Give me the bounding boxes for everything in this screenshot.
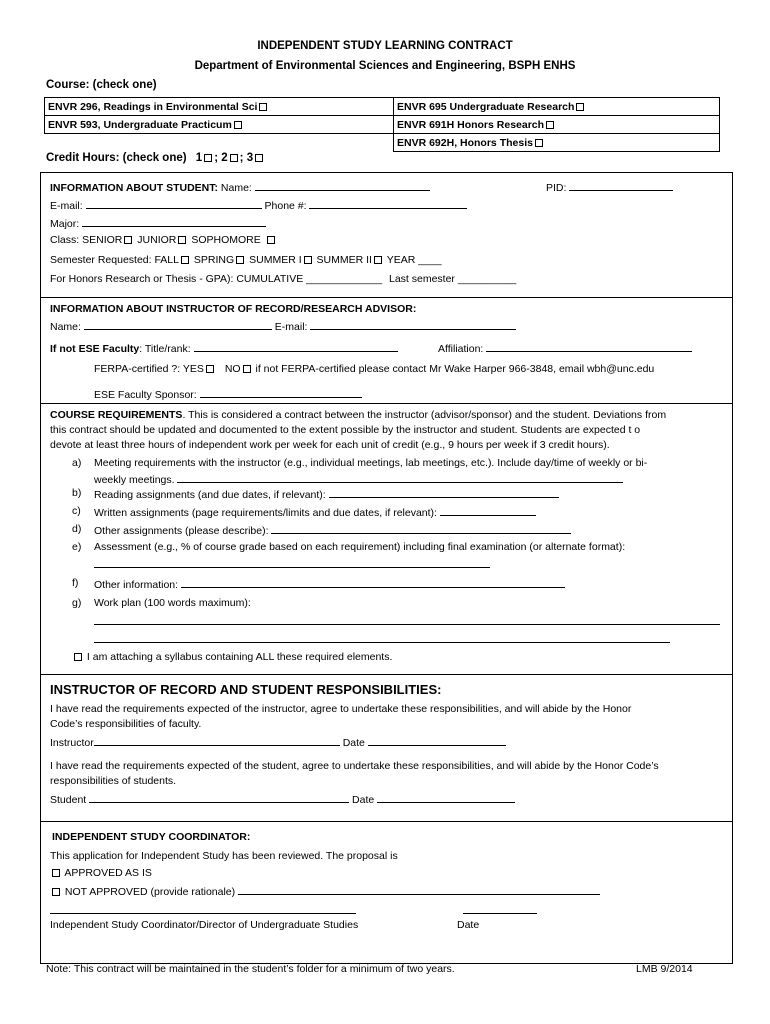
course-envr296-label: ENVR 296, Readings in Environmental Sci <box>48 100 258 113</box>
req-g-text: Work plan (100 words maximum): <box>94 597 251 609</box>
pid-field[interactable] <box>569 180 673 191</box>
class-label: Class: <box>50 234 80 246</box>
syllabus-label: I am attaching a syllabus containing ALL these required elements. <box>86 651 393 663</box>
pid-label: PID: <box>546 182 567 194</box>
ferpa-no-label: NO <box>224 363 241 375</box>
major-row <box>50 216 266 230</box>
form-title: INDEPENDENT STUDY LEARNING CONTRACT <box>257 40 513 52</box>
req-a-field[interactable] <box>177 472 623 483</box>
req-a-text: Meeting requirements with the instructor (e.g., individual meetings, lab meetings, etc.). Include day/time of weekly or bi- <box>94 457 648 469</box>
instructor-email-field[interactable] <box>310 319 516 330</box>
course-envr695-label: ENVR 695 Undergraduate Research <box>397 100 575 113</box>
course-envr691h-label: ENVR 691H Honors Research <box>397 118 545 131</box>
req-e-text: Assessment (e.g., % of course grade based on each requirement) including final examination (or alternate format): <box>94 541 626 553</box>
coordinator-heading: INDEPENDENT STUDY COORDINATOR: <box>52 831 251 843</box>
instructor-section-heading: INFORMATION ABOUT INSTRUCTOR OF RECORD/RESEARCH ADVISOR: <box>50 303 417 315</box>
class-senior-label: SENIOR <box>82 234 123 246</box>
semester-row <box>50 254 442 266</box>
semester-summer2-label: SUMMER II <box>316 254 372 266</box>
student-signature-label: Student <box>50 794 87 806</box>
sponsor-field[interactable] <box>200 387 362 398</box>
not-approved-label: NOT APPROVED (provide rationale) <box>64 886 236 898</box>
credit-sep: ; <box>239 152 244 164</box>
not-ese-label: If not ESE Faculty <box>50 343 140 355</box>
email-field[interactable] <box>86 198 262 209</box>
class-row <box>50 234 277 246</box>
instructor-statement-line1: I have read the requirements expected of the instructor, agree to undertake these responsibilities, and will abide by the Honor <box>50 703 632 715</box>
instructor-signature-label: Instructor <box>50 737 94 749</box>
form-subtitle: Department of Environmental Sciences and Engineering, BSPH ENHS <box>194 60 576 72</box>
course-table <box>44 97 720 152</box>
email-label: E-mail: <box>50 200 83 212</box>
req-f-mark: f) <box>72 577 79 589</box>
semester-spring-checkbox[interactable] <box>236 256 244 264</box>
req-a-mark: a) <box>72 457 82 469</box>
semester-summer2-checkbox[interactable] <box>374 256 382 264</box>
phone-label: Phone #: <box>264 200 307 212</box>
student-section-heading: INFORMATION ABOUT STUDENT: <box>50 182 218 194</box>
course-envr692h-label: ENVR 692H, Honors Thesis <box>397 136 533 149</box>
req-d-mark: d) <box>72 523 82 535</box>
gpa-row <box>50 273 516 285</box>
semester-spring-label: SPRING <box>193 254 235 266</box>
course-envr593-checkbox[interactable] <box>234 121 242 129</box>
sponsor-row <box>94 387 362 401</box>
title-rank-field[interactable] <box>194 341 398 352</box>
instructor-name-label: Name: <box>50 321 81 333</box>
approved-checkbox[interactable] <box>52 869 60 877</box>
req-f-text: Other information: <box>94 579 179 591</box>
syllabus-row <box>72 651 392 663</box>
req-e-mark: e) <box>72 541 82 553</box>
email-phone-row <box>50 198 467 212</box>
credit-1-label: 1 <box>195 152 203 164</box>
affiliation-field[interactable] <box>486 341 692 352</box>
responsibilities-heading: INSTRUCTOR OF RECORD AND STUDENT RESPONSIBILITIES: <box>50 682 442 697</box>
sponsor-label: ESE Faculty Sponsor: <box>94 389 197 401</box>
req-f-row <box>94 577 565 591</box>
divider <box>40 674 733 675</box>
credit-3-checkbox[interactable] <box>255 154 263 162</box>
ferpa-yes-label: FERPA-certified ?: YES <box>94 363 204 375</box>
divider <box>40 403 733 404</box>
footer-code: LMB 9/2014 <box>636 963 693 975</box>
instructor-date-label: Date <box>342 737 365 749</box>
major-label: Major: <box>50 218 80 230</box>
semester-fall-checkbox[interactable] <box>181 256 189 264</box>
syllabus-checkbox[interactable] <box>74 653 82 661</box>
credit-3-label: 3 <box>246 152 254 164</box>
ferpa-note: if not FERPA-certified please contact Mr Wake Harper 966-3848, email wbh@unc.edu <box>255 363 655 375</box>
course-label: Course: (check one) <box>46 79 157 91</box>
req-a-line2 <box>94 472 623 486</box>
requirements-heading: COURSE REQUIREMENTS <box>50 409 183 421</box>
rationale-field[interactable] <box>238 884 600 895</box>
coordinator-date-label: Date <box>457 919 480 931</box>
instructor-statement-line2: Code’s responsibilities of faculty. <box>50 718 202 730</box>
title-rank-row <box>50 341 398 355</box>
approved-row <box>50 867 152 879</box>
requirements-intro-line1 <box>50 409 666 421</box>
credit-2-checkbox[interactable] <box>230 154 238 162</box>
student-name-label: Name: <box>220 182 252 194</box>
student-statement-line2: responsibilities of students. <box>50 775 177 787</box>
phone-field[interactable] <box>309 198 467 209</box>
course-envr691h-checkbox[interactable] <box>546 121 554 129</box>
instructor-date-field[interactable] <box>368 735 506 746</box>
title-rank-label: : Title/rank: <box>139 343 191 355</box>
req-f-field[interactable] <box>181 577 565 588</box>
instructor-email-label: E-mail: <box>274 321 308 333</box>
credit-sep: ; <box>214 152 219 164</box>
not-approved-row <box>50 884 600 898</box>
course-envr296-checkbox[interactable] <box>259 103 267 111</box>
req-a-text2: weekly meetings. <box>94 474 175 486</box>
req-g-mark: g) <box>72 597 82 609</box>
credit-hours-label: Credit Hours: (check one) <box>46 152 187 164</box>
class-sophomore-label: SOPHOMORE <box>191 234 261 246</box>
ferpa-yes-checkbox[interactable] <box>206 365 214 373</box>
credit-1-checkbox[interactable] <box>204 154 212 162</box>
gpa-cumulative-field[interactable]: For Honors Research or Thesis - GPA): CUMULATIVE _____________ <box>50 273 383 285</box>
student-name-field[interactable] <box>255 180 430 191</box>
divider <box>40 821 733 822</box>
course-envr695-checkbox[interactable] <box>576 103 584 111</box>
student-signature-field[interactable] <box>89 792 349 803</box>
student-date-field[interactable] <box>377 792 515 803</box>
instructor-signature-field[interactable] <box>94 735 340 746</box>
student-name-row <box>50 180 430 194</box>
semester-label: Semester Requested: FALL <box>50 254 179 266</box>
req-b-field[interactable] <box>329 487 559 498</box>
gpa-last-semester-field[interactable]: Last semester __________ <box>388 273 517 285</box>
ferpa-row <box>94 363 654 375</box>
student-date-label: Date <box>352 794 375 806</box>
req-c-text: Written assignments (page requirements/limits and due dates, if relevant): <box>94 507 437 519</box>
footer-note: Note: This contract will be maintained in the student’s folder for a minimum of two years. <box>46 963 455 975</box>
credit-hours-row <box>46 152 265 164</box>
ferpa-no-checkbox[interactable] <box>243 365 251 373</box>
req-b-text: Reading assignments (and due dates, if relevant): <box>94 489 326 501</box>
req-g-field-line2[interactable] <box>94 632 670 643</box>
approved-label: APPROVED AS IS <box>64 867 152 879</box>
semester-summer1-checkbox[interactable] <box>304 256 312 264</box>
class-junior-checkbox[interactable] <box>178 236 186 244</box>
class-sophomore-checkbox[interactable] <box>267 236 275 244</box>
req-d-text: Other assignments (please describe): <box>94 525 269 537</box>
requirements-intro-text: . This is considered a contract between the instructor (advisor/sponsor) and the student. Deviations from <box>182 409 667 421</box>
class-senior-checkbox[interactable] <box>124 236 132 244</box>
req-c-row <box>94 505 536 519</box>
student-signature-row <box>50 792 515 806</box>
instructor-name-row <box>50 319 516 333</box>
form-border <box>40 172 733 964</box>
req-g-field-line1[interactable] <box>94 614 720 625</box>
divider <box>40 297 733 298</box>
credit-2-label: 2 <box>221 152 228 164</box>
major-field[interactable] <box>82 216 266 227</box>
coordinator-date-field[interactable] <box>463 903 537 914</box>
coordinator-signature-label: Independent Study Coordinator/Director of Undergraduate Studies <box>50 919 359 931</box>
req-d-row <box>94 523 571 537</box>
student-statement-line1: I have read the requirements expected of the student, agree to undertake these responsibilities, and will abide by the Honor Code’s <box>50 760 659 772</box>
requirements-intro-line3: devote at least three hours of independent work per week for each unit of credit (e.g., 9 hours per week if 3 credit hours). <box>50 439 610 451</box>
req-b-mark: b) <box>72 487 82 499</box>
req-d-field[interactable] <box>271 523 571 534</box>
pid-row <box>546 180 673 194</box>
semester-summer1-label: SUMMER I <box>249 254 302 266</box>
affiliation-label: Affiliation: <box>438 343 484 355</box>
req-e-field[interactable] <box>94 557 490 568</box>
instructor-signature-row <box>50 735 506 749</box>
requirements-intro-line2: this contract should be updated and documented to the extent possible by the instructor and student. Students are expected t o <box>50 424 641 436</box>
req-b-row <box>94 487 559 501</box>
affiliation-row <box>438 341 692 355</box>
course-envr692h-checkbox[interactable] <box>535 139 543 147</box>
req-c-field[interactable] <box>440 505 536 516</box>
req-c-mark: c) <box>72 505 81 517</box>
semester-year-field[interactable]: YEAR ____ <box>386 254 442 266</box>
course-envr593-label: ENVR 593, Undergraduate Practicum <box>48 118 232 131</box>
coordinator-reviewed-text: This application for Independent Study has been reviewed. The proposal is <box>50 850 398 862</box>
coordinator-signature-field[interactable] <box>50 903 356 914</box>
instructor-name-field[interactable] <box>84 319 272 330</box>
not-approved-checkbox[interactable] <box>52 888 60 896</box>
class-junior-label: JUNIOR <box>137 234 177 246</box>
